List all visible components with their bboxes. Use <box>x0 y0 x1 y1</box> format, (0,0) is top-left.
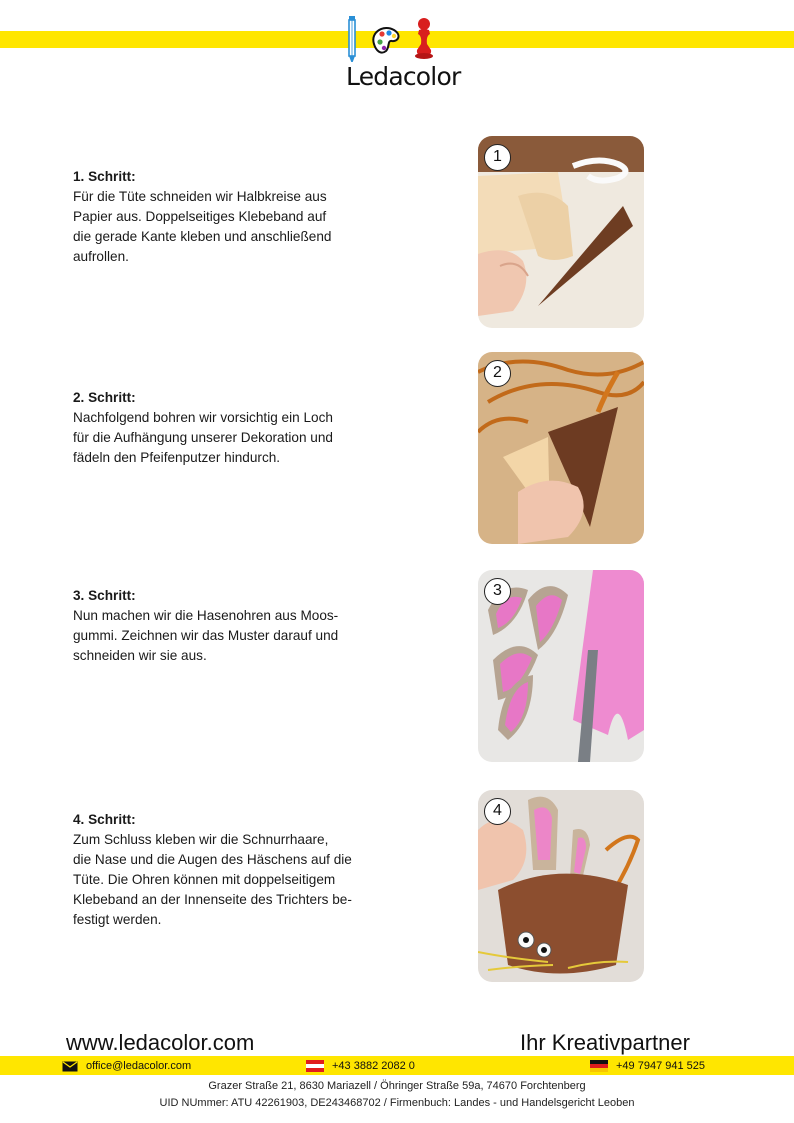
step-line: Papier aus. Doppelseitiges Klebeband auf <box>73 209 327 224</box>
tagline: Ihr Kreativpartner <box>520 1030 690 1055</box>
contact-email <box>62 1059 191 1073</box>
step-line: fädeln den Pfeifenputzer hindurch. <box>73 450 281 465</box>
game-pawn-icon <box>415 18 433 59</box>
step-title: 4. Schritt: <box>73 812 136 827</box>
step-1-photo <box>478 136 644 328</box>
company-legal-info: UID NUmmer: ATU 42261903, DE243468702 / Firmenbuch: Landes - und Handelsgericht Leoben <box>159 1097 635 1109</box>
step-title: 2. Schritt: <box>73 390 136 405</box>
palette-icon <box>373 28 398 53</box>
step-line: für die Aufhängung unserer Dekoration und <box>73 430 333 445</box>
step-line: aufrollen. <box>73 249 129 264</box>
step-line: schneiden wir sie aus. <box>73 648 207 663</box>
step-number-badge: 1 <box>484 144 511 171</box>
step-4-text <box>73 810 373 930</box>
step-1-text <box>73 167 373 267</box>
logo-icons <box>340 14 455 62</box>
phone-at-text[interactable]: +43 3882 2082 0 <box>332 1060 415 1072</box>
step-line: gummi. Zeichnen wir das Muster darauf und <box>73 628 339 643</box>
step-number-badge: 2 <box>484 360 511 387</box>
step-line: Nachfolgend bohren wir vorsichtig ein Loch <box>73 410 333 425</box>
austria-flag-icon <box>306 1060 324 1072</box>
step-line: festigt werden. <box>73 912 162 927</box>
step-line: Für die Tüte schneiden wir Halbkreise aus <box>73 189 327 204</box>
step-title: 1. Schritt: <box>73 169 136 184</box>
email-text[interactable]: office@ledacolor.com <box>86 1060 192 1072</box>
step-number-badge: 3 <box>484 578 511 605</box>
step-3-text <box>73 586 373 666</box>
step-line: Tüte. Die Ohren können mit doppelseitigem <box>73 872 336 887</box>
phone-de-text[interactable]: +49 7947 941 525 <box>616 1060 706 1072</box>
company-address: Grazer Straße 21, 8630 Mariazell / Öhringer Straße 59a, 74670 Forchtenberg <box>208 1080 586 1092</box>
step-2-photo <box>478 352 644 544</box>
step-4-photo <box>478 790 644 982</box>
step-line: Nun machen wir die Hasenohren aus Moos- <box>73 608 339 623</box>
brand-wordmark: Ledacolor <box>346 62 461 91</box>
step-line: Zum Schluss kleben wir die Schnurrhaare, <box>73 832 329 847</box>
step-line: Klebeband an der Innenseite des Trichters be- <box>73 892 352 907</box>
envelope-icon <box>62 1061 78 1072</box>
step-line: die Nase und die Augen des Häschens auf die <box>73 852 352 867</box>
pencil-icon <box>349 16 355 62</box>
contact-phone-at <box>306 1059 415 1073</box>
step-2-text <box>73 388 373 468</box>
germany-flag-icon <box>590 1060 608 1072</box>
brand-logo <box>340 14 461 91</box>
contact-phone-de <box>590 1059 705 1073</box>
step-line: die gerade Kante kleben und anschließend <box>73 229 332 244</box>
step-title: 3. Schritt: <box>73 588 136 603</box>
website-link[interactable]: www.ledacolor.com <box>66 1030 255 1055</box>
step-number-badge: 4 <box>484 798 511 825</box>
step-3-photo <box>478 570 644 762</box>
